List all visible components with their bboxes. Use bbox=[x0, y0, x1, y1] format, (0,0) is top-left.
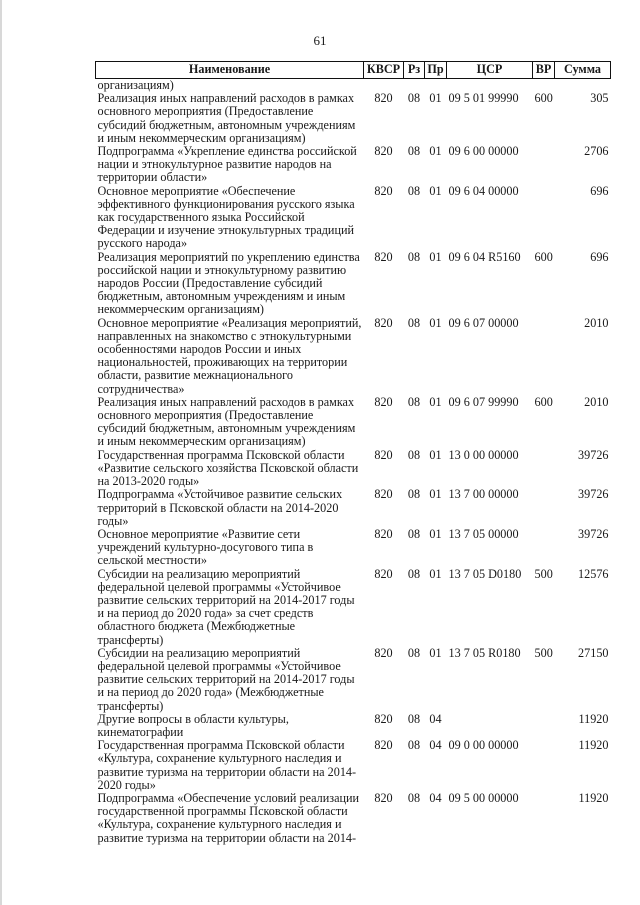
table-header-row bbox=[96, 62, 611, 79]
cell-vr: 600 bbox=[534, 91, 553, 106]
cell-pr: 01 bbox=[429, 487, 442, 502]
cell-vr bbox=[533, 488, 555, 528]
cell-kvsr: 820 bbox=[374, 447, 393, 462]
cell-vr bbox=[533, 145, 555, 185]
cell-rz: 08 bbox=[407, 790, 421, 805]
cell-vr: 600 bbox=[534, 394, 553, 409]
cell-sum: 2010 bbox=[584, 394, 609, 409]
cell-name: Подпрограмма «Укрепление единства российской нации и этнокультурное развитие народов на территории области» bbox=[97, 144, 357, 185]
cell-name: Государственная программа Псковской области «Культура, сохранение культурного наследия и развитие туризма на территории области на 2014-2020 годы» bbox=[97, 738, 357, 792]
cell-rz: 08 bbox=[407, 566, 421, 581]
cell-name: Основное мероприятие «Развитие сети учреждений культурно-досугового типа в сельской местности» bbox=[97, 526, 314, 568]
table-row bbox=[96, 647, 611, 713]
table-row bbox=[96, 79, 611, 93]
cell-pr: 01 bbox=[429, 566, 442, 581]
cell-name: Подпрограмма «Устойчивое развитие сельских территорий в Псковской области на 2014-2020 годы» bbox=[97, 487, 343, 528]
cell-kvsr: 820 bbox=[374, 566, 393, 581]
cell-pr bbox=[425, 79, 447, 93]
header-sum: Сумма bbox=[555, 62, 611, 79]
table-row bbox=[96, 317, 611, 396]
cell-name: Основное мероприятие «Обеспечение эффективного функционирования русского языка как государственного языка Российской Федерации и изучение этнокультурных традиций русского народа» bbox=[97, 183, 355, 251]
cell-sum: 2706 bbox=[584, 144, 609, 159]
cell-rz: 08 bbox=[407, 645, 421, 660]
cell-sum: 11920 bbox=[578, 738, 609, 753]
cell-vr bbox=[533, 185, 555, 251]
header-rz: Рз bbox=[404, 62, 425, 79]
cell-pr: 01 bbox=[429, 91, 442, 106]
cell-sum bbox=[555, 79, 611, 93]
cell-kvsr: 820 bbox=[374, 738, 393, 753]
cell-vr bbox=[533, 792, 555, 845]
cell-pr: 01 bbox=[429, 447, 442, 462]
cell-rz: 08 bbox=[407, 738, 421, 753]
cell-kvsr: 820 bbox=[374, 394, 393, 409]
cell-sum: 39726 bbox=[578, 447, 609, 462]
cell-csr: 09 6 07 99990 bbox=[448, 394, 519, 409]
cell-kvsr: 820 bbox=[374, 526, 393, 541]
cell-csr: 13 7 05 00000 bbox=[448, 526, 519, 541]
cell-rz: 08 bbox=[407, 183, 421, 198]
cell-sum: 696 bbox=[590, 249, 609, 264]
header-vr: ВР bbox=[533, 62, 555, 79]
cell-sum: 11920 bbox=[578, 711, 609, 726]
cell-pr: 01 bbox=[429, 526, 442, 541]
cell-vr: 500 bbox=[534, 566, 553, 581]
cell-name: организациям) bbox=[97, 78, 174, 92]
cell-sum: 696 bbox=[590, 183, 609, 198]
cell-rz: 08 bbox=[407, 447, 421, 462]
table-row bbox=[96, 713, 611, 739]
cell-name: Другие вопросы в области культуры, кинематографии bbox=[97, 711, 289, 739]
table-row bbox=[96, 739, 611, 792]
cell-kvsr: 820 bbox=[374, 249, 393, 264]
cell-rz: 08 bbox=[407, 315, 421, 330]
cell-pr: 01 bbox=[429, 249, 442, 264]
header-kvsr: КВСР bbox=[364, 62, 404, 79]
table-row bbox=[96, 251, 611, 317]
cell-csr: 09 6 07 00000 bbox=[448, 315, 519, 330]
table-row bbox=[96, 92, 611, 145]
cell-csr: 13 7 00 00000 bbox=[448, 487, 519, 502]
cell-rz: 08 bbox=[407, 487, 421, 502]
cell-rz bbox=[404, 79, 425, 93]
cell-csr: 13 7 05 R0180 bbox=[448, 645, 521, 660]
cell-kvsr bbox=[364, 79, 404, 93]
table-row bbox=[96, 568, 611, 647]
cell-csr: 09 0 00 00000 bbox=[448, 738, 519, 753]
table-row bbox=[96, 488, 611, 528]
cell-rz: 08 bbox=[407, 144, 421, 159]
cell-vr bbox=[533, 79, 555, 93]
cell-sum: 27150 bbox=[578, 645, 609, 660]
cell-pr: 04 bbox=[429, 738, 442, 753]
table-body bbox=[96, 79, 611, 845]
table-row bbox=[96, 449, 611, 489]
cell-pr: 01 bbox=[429, 183, 442, 198]
cell-vr: 600 bbox=[534, 249, 553, 264]
cell-pr: 01 bbox=[429, 144, 442, 159]
cell-pr: 01 bbox=[429, 645, 442, 660]
scan-edge bbox=[0, 0, 2, 905]
cell-pr: 04 bbox=[429, 790, 442, 805]
cell-sum: 39726 bbox=[578, 526, 609, 541]
table-row bbox=[96, 185, 611, 251]
cell-name: Основное мероприятие «Реализация мероприятий, направленных на знакомство с этнокультурными особенностями народов России и иных национальностей, проживающих на территории области, развитие межнационального сотрудничества» bbox=[97, 315, 362, 396]
header-csr: ЦСР bbox=[447, 62, 533, 79]
cell-csr bbox=[447, 79, 533, 93]
cell-rz: 08 bbox=[407, 711, 421, 726]
cell-name: Реализация иных направлений расходов в рамках основного мероприятия (Предоставление субсидий бюджетным, автономным учреждениям и иным некоммерческим организациям) bbox=[97, 394, 356, 449]
cell-vr: 500 bbox=[534, 645, 553, 660]
table-row bbox=[96, 145, 611, 185]
cell-vr bbox=[533, 449, 555, 489]
cell-csr bbox=[447, 713, 533, 739]
cell-sum: 305 bbox=[590, 91, 609, 106]
cell-csr: 09 5 01 99990 bbox=[448, 91, 519, 106]
cell-sum: 39726 bbox=[578, 487, 609, 502]
cell-kvsr: 820 bbox=[374, 183, 393, 198]
cell-sum: 11920 bbox=[578, 790, 609, 805]
cell-csr: 09 6 00 00000 bbox=[448, 144, 519, 159]
cell-name: Субсидии на реализацию мероприятий федеральной целевой программы «Устойчивое развитие сельских территорий на 2014-2017 годы и на период до 2020 года» за счет средств областного бюджета (Межбюджетные трансферты) bbox=[97, 566, 355, 647]
cell-sum: 2010 bbox=[584, 315, 609, 330]
cell-csr: 09 5 00 00000 bbox=[448, 790, 519, 805]
cell-vr bbox=[533, 528, 555, 568]
cell-csr: 13 0 00 00000 bbox=[448, 447, 519, 462]
header-pr: Пр bbox=[425, 62, 447, 79]
cell-vr bbox=[533, 713, 555, 739]
cell-name: Подпрограмма «Обеспечение условий реализации государственной программы Псковской области «Культура, сохранение культурного наследия и развитие туризма на территории области на 2014- bbox=[97, 790, 360, 845]
cell-csr: 13 7 05 D0180 bbox=[448, 566, 522, 581]
cell-csr: 09 6 04 00000 bbox=[448, 183, 519, 198]
header-name: Наименование bbox=[96, 62, 364, 79]
cell-name: Субсидии на реализацию мероприятий федеральной целевой программы «Устойчивое развитие сельских территорий на 2014-2017 годы и на период до 2020 года» (Межбюджетные трансферты) bbox=[97, 645, 355, 713]
table-row bbox=[96, 396, 611, 449]
budget-table bbox=[95, 61, 611, 845]
cell-name: Реализация мероприятий по укреплению единства российской нации и этнокультурному развитию народов России (Предоставление субсидий бюджетным, автономным учреждениям и иным некоммерческим организациям) bbox=[97, 249, 360, 317]
table-row bbox=[96, 528, 611, 568]
cell-kvsr: 820 bbox=[374, 315, 393, 330]
cell-rz: 08 bbox=[407, 91, 421, 106]
cell-kvsr: 820 bbox=[374, 91, 393, 106]
cell-pr: 01 bbox=[429, 394, 442, 409]
cell-rz: 08 bbox=[407, 249, 421, 264]
cell-rz: 08 bbox=[407, 526, 421, 541]
cell-kvsr: 820 bbox=[374, 487, 393, 502]
cell-pr: 04 bbox=[429, 711, 442, 726]
cell-rz: 08 bbox=[407, 394, 421, 409]
cell-kvsr: 820 bbox=[374, 790, 393, 805]
cell-csr: 09 6 04 R5160 bbox=[448, 249, 521, 264]
page-number: 61 bbox=[313, 33, 327, 48]
table-row bbox=[96, 792, 611, 845]
cell-kvsr: 820 bbox=[374, 144, 393, 159]
cell-kvsr: 820 bbox=[374, 711, 393, 726]
cell-vr bbox=[533, 739, 555, 792]
cell-name: Реализация иных направлений расходов в рамках основного мероприятия (Предоставление субсидий бюджетным, автономным учреждениям и иным некоммерческим организациям) bbox=[97, 91, 356, 145]
cell-name: Государственная программа Псковской области «Развитие сельского хозяйства Псковской области на 2013-2020 годы» bbox=[97, 447, 359, 489]
cell-pr: 01 bbox=[429, 315, 442, 330]
cell-vr bbox=[533, 317, 555, 396]
cell-sum: 12576 bbox=[578, 566, 609, 581]
cell-kvsr: 820 bbox=[374, 645, 393, 660]
